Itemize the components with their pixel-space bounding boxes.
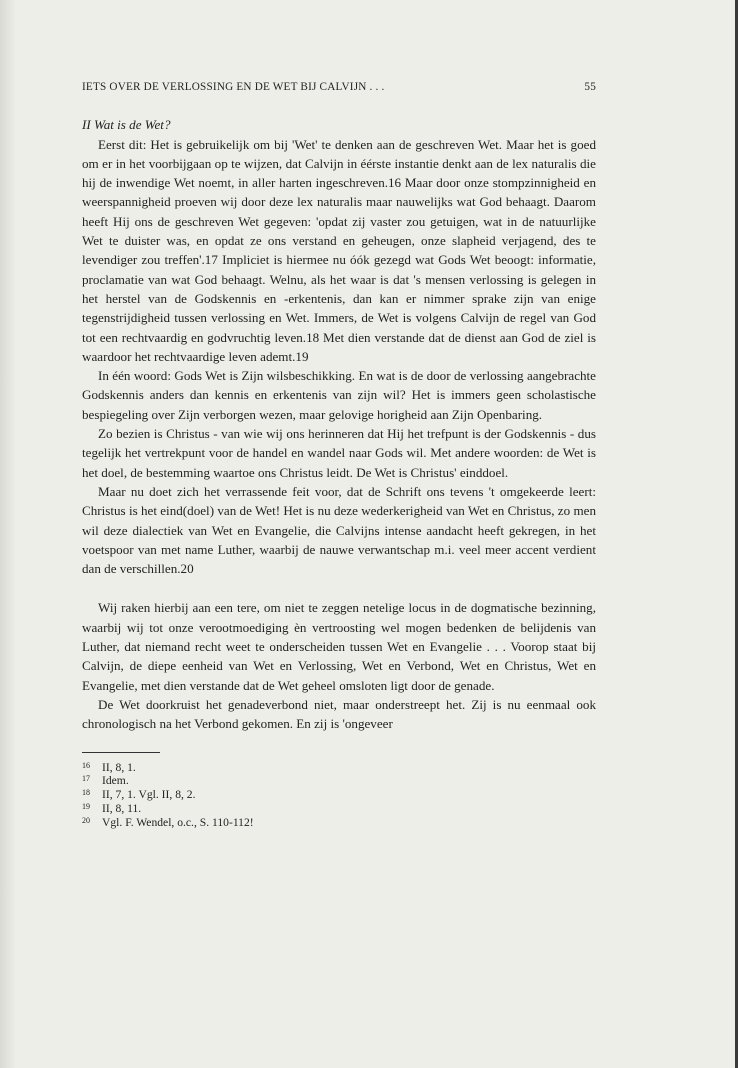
running-title: IETS OVER DE VERLOSSING EN DE WET BIJ CALVIJN . . .: [82, 81, 385, 93]
footnote-rule: [82, 752, 160, 753]
running-head: [82, 78, 596, 97]
footnote: 16 II, 8, 1.: [82, 760, 136, 774]
paragraph: Maar nu doet zich het verrassende feit voor, dat de Schrift ons tevens 't omgekeerde leert: Christus is het eind(doel) van de Wet! Het is nu deze wederkerigheid van Wet en Christus, zo men wil deze dialectiek van Wet en Evangelie, die Calvijns intense aandacht heeft gekregen, in het voetspoor van met name Luther, waarbij de nauwe verwantschap m.i. veel meer accent verdient dan de verschillen.20: [82, 483, 596, 577]
page-content: [82, 78, 596, 829]
footnote: 19 II, 8, 11.: [82, 801, 142, 815]
paragraph: Eerst dit: Het is gebruikelijk om bij 'Wet' te denken aan de geschreven Wet. Maar het is goed om er in het voorbijgaan op te wijzen, dat Calvijn in éérste instantie denkt aan de lex naturalis die hij de inwendige Wet noemt, in aller harten ingeschreven.16 Maar door onze stompzinnigheid en weerspannigheid proeven wij door deze lex naturalis maar nauwelijks wat God behaagt. Daarom heeft Hij ons de geschreven Wet gegeven: 'opdat zij vaster zou getuigen, wat in de natuurlijke Wet te duister was, en opdat ze ons verstand en geheugen, onze slapheid verjagend, des te levendiger zou treffen'.17 Impliciet is hiermee nu óók gezegd wat Gods Wet beoogt: informatie, proclamatie van wat God behaagt. Welnu, als het waar is dat 's mensen verlossing is gelegen in het herstel van de Godskennis en -erkentenis, dan kan er nimmer sprake zijn van enige tegenstrijdigheid tussen verlossing en Wet. Immers, de Wet is volgens Calvijn de regel van God tot een rechtvaardig en godvruchtig leven.18 Met dien verstande dat de dienst aan God de ziel is waardoor het rechtvaardige leven ademt.19: [82, 136, 596, 364]
section-title: II Wat is de Wet?: [82, 117, 171, 133]
footnote: 20 Vgl. F. Wendel, o.c., S. 110-112!: [82, 815, 254, 829]
paragraph: In één woord: Gods Wet is Zijn wilsbeschikking. En wat is de door de verlossing aangebrachte Godskennis anders dan kennis en erkentenis van zijn wil? Het is immers geen scholastische bespiegeling over Zijn verborgen wezen, maar gelovige horigheid aan Zijn Openbaring.: [82, 368, 596, 422]
paragraph: Zo bezien is Christus - van wie wij ons herinneren dat Hij het trefpunt is der Godskennis - dus tegelijk het vertrekpunt voor de handel en wandel naar Gods wil. Met andere woorden: de Wet is het doel, de bestemming waartoe ons Christus leidt. De Wet is Christus' einddoel.: [82, 426, 596, 480]
footnote: 17 Idem.: [82, 774, 129, 788]
paragraph: De Wet doorkruist het genadeverbond niet, maar onderstreept het. Zij is nu eenmaal ook chronologisch na het Verbond gekomen. En zij is 'ongeveer: [82, 696, 596, 732]
paragraph: Wij raken hierbij aan een tere, om niet te zeggen netelige locus in de dogmatische bezinning, waarbij wij tot onze verootmoediging èn vertroosting wel mogen bedenken de belijdenis van Luther, dat niemand recht weet te onderscheiden tussen Wet en Evangelie . . . Voorop staat bij Calvijn, de diepe eenheid van Wet en Verlossing, Wet en Verbond, Wet en Christus, Wet en Evangelie, met dien verstande dat de Wet geheel omsloten ligt door de genade.: [82, 600, 596, 693]
page-number: 55: [584, 81, 596, 93]
scan-shadow: [0, 0, 16, 1068]
footnotes: [82, 761, 596, 830]
footnote: 18 II, 7, 1. Vgl. II, 8, 2.: [82, 788, 196, 802]
